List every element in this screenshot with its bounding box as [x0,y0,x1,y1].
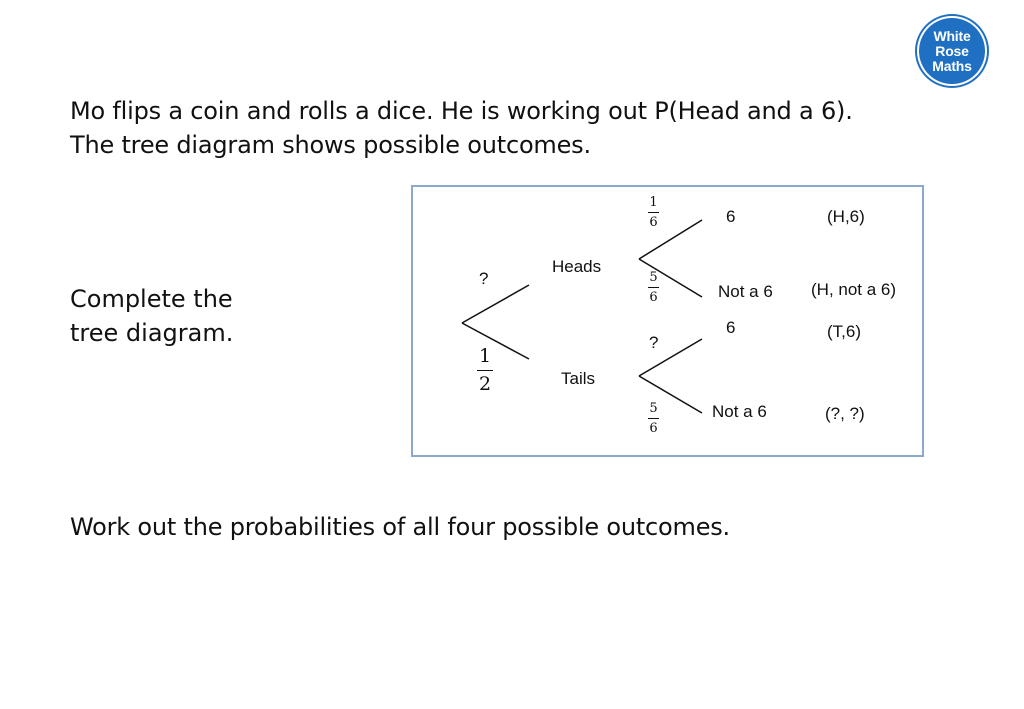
logo-line-white: White [933,27,971,44]
tails-not-six-label: Not a 6 [712,402,767,421]
complete-line-1: Complete the [70,285,233,313]
heads-six-probability [648,196,659,229]
heads-not-six-prob-numerator: 5 [649,270,658,285]
question-line-1: Mo flips a coin and rolls a dice. He is working out P(Head and a 6). [70,97,853,125]
work-out-instruction: Work out the probabilities of all four possible outcomes. [70,513,730,541]
tails-six-probability-unknown: ? [649,333,659,352]
heads-six-prob-denominator: 6 [649,215,658,230]
logo-line-rose: Rose [935,42,969,59]
fraction-bar [648,287,659,288]
tails-node-label: Tails [561,369,596,388]
tails-not-six-prob-numerator: 5 [649,401,658,416]
logo-line-maths: Maths [932,57,972,74]
heads-node-label: Heads [552,257,602,276]
fraction-bar [477,370,493,371]
branch-heads [462,285,529,323]
outcome-h-six: (H,6) [827,207,865,226]
outcome-t-six: (T,6) [827,322,861,341]
heads-not-six-label: Not a 6 [718,282,773,301]
heads-six-label: 6 [726,207,736,226]
complete-instruction [70,282,233,350]
tails-not-six-probability [648,402,659,435]
tree-diagram [411,185,924,457]
question-intro [70,94,930,162]
tails-not-six-prob-denominator: 6 [649,421,658,436]
question-line-2: The tree diagram shows possible outcomes. [70,131,591,159]
outcome-h-not-six: (H, not a 6) [811,280,897,299]
heads-probability-unknown: ? [479,269,489,288]
tails-prob-numerator: 1 [478,345,492,367]
outcome-t-not-six: (?, ?) [825,404,865,423]
tails-six-label: 6 [726,318,736,337]
white-rose-maths-logo [917,16,987,86]
tails-probability [477,347,493,394]
fraction-bar [648,418,659,419]
tails-prob-denominator: 2 [478,373,492,395]
branch-tails [462,323,529,359]
heads-six-prob-numerator: 1 [649,195,658,210]
heads-not-six-probability [648,271,659,304]
heads-not-six-prob-denominator: 6 [649,290,658,305]
fraction-bar [648,212,659,213]
complete-line-2: tree diagram. [70,319,234,347]
